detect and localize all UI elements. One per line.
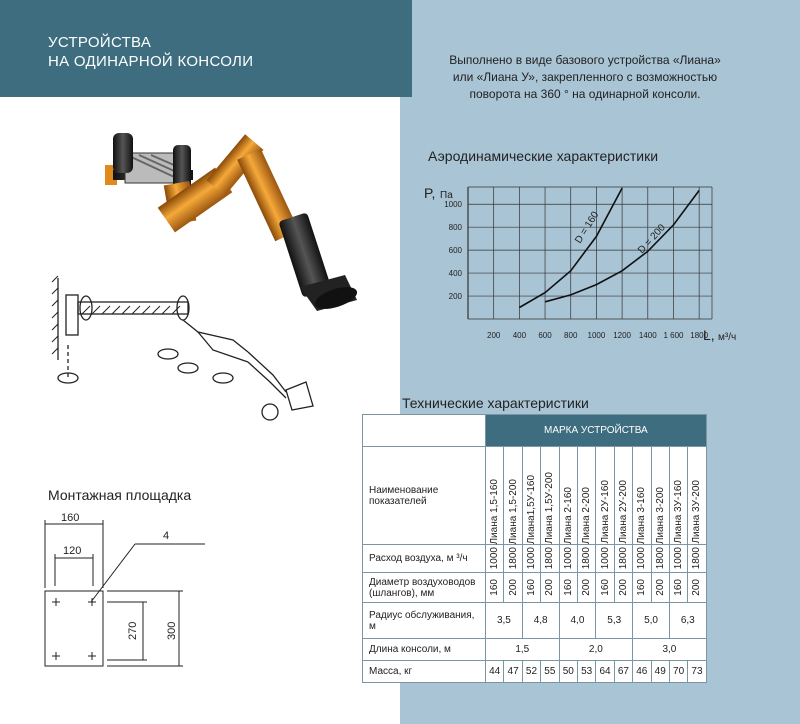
table-row: [363, 573, 707, 603]
cell-mass-6: 53: [577, 661, 595, 683]
cell-console-2: 2,0: [559, 639, 633, 661]
row-label-mass: Масса, кг: [363, 661, 486, 683]
intro-line2: или «Лиана У», закрепленного с возможностью: [452, 70, 718, 84]
cell-mass-4: 55: [541, 661, 559, 683]
y-axis-label-unit: Па: [440, 190, 453, 201]
dim-300: 300: [166, 621, 178, 640]
chart-curves: [519, 188, 699, 307]
cell-airflow-9: 1000: [636, 547, 648, 570]
cell-airflow-6: 1800: [581, 547, 593, 570]
table-row: [363, 447, 707, 545]
cell-airflow-10: 1800: [654, 547, 666, 570]
intro-line3: поворота на 360 ° на одинарной консоли.: [469, 87, 701, 101]
model-5: Лиана 2-160: [562, 486, 574, 544]
cell-diameter-7: 160: [599, 579, 611, 596]
x-tick-label: 1800: [690, 331, 709, 340]
intro-line1: Выполнено в виде базового устройства «Лиана»: [449, 53, 721, 67]
cell-diameter-4: 200: [544, 579, 556, 596]
cell-airflow-8: 1800: [617, 547, 629, 570]
x-tick-label: 800: [564, 331, 578, 340]
callout-4: 4: [163, 530, 170, 542]
row-label-console: Длина консоли, м: [363, 639, 486, 661]
row-label-diameter: Диаметр воздуховодов (шлангов), мм: [363, 573, 486, 603]
x-axis-label-unit: м³/ч: [718, 332, 737, 343]
aero-heading: Аэродинамические характеристики: [428, 148, 659, 164]
model-8: Лиана 2У-200: [617, 480, 629, 544]
page-title-line2: НА ОДИНАРНОЙ КОНСОЛИ: [48, 53, 254, 70]
x-tick-label: 1200: [613, 331, 632, 340]
x-tick-label: 400: [512, 331, 527, 340]
row-label-radius: Радиус обслуживания, м: [363, 603, 486, 639]
cell-diameter-6: 200: [581, 579, 593, 596]
x-tick-label: 1400: [638, 331, 657, 340]
model-4: Лиана 1,5У-200: [544, 472, 556, 544]
cell-radius-1: 3,5: [486, 603, 523, 639]
cell-radius-4: 5,3: [596, 603, 633, 639]
cell-radius-2: 4,8: [522, 603, 559, 639]
model-10: Лиана 3-200: [654, 486, 666, 544]
y-tick-labels: [444, 200, 462, 301]
y-tick-label: 400: [448, 269, 462, 279]
cell-mass-1: 44: [486, 661, 504, 683]
cell-airflow-12: 1800: [691, 547, 703, 570]
cell-mass-2: 47: [504, 661, 522, 683]
dim-270: 270: [127, 621, 139, 640]
x-axis-label-main: L,: [703, 327, 715, 343]
brand-header: МАРКА УСТРОЙСТВА: [486, 415, 707, 447]
table-row: [363, 639, 707, 661]
cell-mass-7: 64: [596, 661, 614, 683]
y-tick-label: 200: [448, 292, 462, 302]
cell-mass-8: 67: [614, 661, 632, 683]
cell-diameter-11: 160: [673, 579, 685, 596]
param-header: Наименование показателей: [363, 447, 486, 545]
cell-airflow-7: 1000: [599, 547, 611, 570]
dim-120: 120: [63, 545, 82, 557]
cell-mass-10: 49: [651, 661, 669, 683]
cell-mass-3: 52: [522, 661, 540, 683]
cell-radius-6: 6,3: [669, 603, 706, 639]
cell-diameter-2: 200: [507, 579, 519, 596]
page-title-line1: УСТРОЙСТВА: [48, 34, 152, 51]
tech-heading: Технические характеристики: [402, 395, 589, 411]
cell-console-1: 1,5: [486, 639, 560, 661]
title-bar: [0, 0, 412, 97]
cell-diameter-3: 160: [525, 579, 537, 596]
intro-text: [430, 52, 750, 103]
x-tick-label: 600: [538, 331, 552, 340]
cell-diameter-1: 160: [489, 579, 501, 596]
cell-radius-5: 5,0: [633, 603, 670, 639]
cell-radius-3: 4,0: [559, 603, 596, 639]
dim-160: 160: [61, 512, 80, 524]
chart-grid: [468, 187, 712, 319]
row-label-airflow: Расход воздуха, м ³/ч: [363, 545, 486, 573]
spec-table: [362, 414, 707, 683]
curve-label-d160: D = 160: [573, 209, 602, 246]
cell-console-3: 3,0: [633, 639, 707, 661]
model-3: Лиана1,5У-160: [525, 474, 537, 544]
model-11: Лиана 3У-160: [673, 480, 685, 544]
table-row: [363, 545, 707, 573]
x-tick-label: 1000: [587, 331, 606, 340]
y-tick-label: 1000: [444, 200, 462, 210]
cell-diameter-10: 200: [654, 579, 666, 596]
cell-diameter-5: 160: [562, 579, 574, 596]
cell-diameter-9: 160: [636, 579, 648, 596]
model-6: Лиана 2-200: [581, 486, 593, 544]
y-tick-label: 800: [448, 223, 462, 233]
curve-label-d200: D = 200: [636, 222, 668, 257]
x-tick-label: 1 600: [663, 331, 684, 340]
cell-diameter-12: 200: [691, 579, 703, 596]
cell-airflow-11: 1000: [673, 547, 685, 570]
mount-heading: Монтажная площадка: [48, 487, 192, 503]
cell-airflow-2: 1800: [507, 547, 519, 570]
cell-mass-9: 46: [633, 661, 651, 683]
schematic-drawing: [48, 270, 338, 430]
cell-mass-11: 70: [669, 661, 687, 683]
x-tick-label: 200: [487, 331, 501, 340]
table-row: [363, 603, 707, 639]
x-tick-labels: [487, 331, 709, 340]
model-9: Лиана 3-160: [636, 486, 648, 544]
cell-airflow-3: 1000: [525, 547, 537, 570]
cell-airflow-4: 1800: [544, 547, 556, 570]
cell-mass-5: 50: [559, 661, 577, 683]
cell-diameter-8: 200: [617, 579, 629, 596]
cell-airflow-1: 1000: [489, 547, 501, 570]
table-row: [363, 661, 707, 683]
mount-drawing: [35, 508, 250, 683]
model-12: Лиана 3У-200: [691, 480, 703, 544]
y-tick-label: 600: [448, 246, 462, 256]
y-axis-label-main: P,: [424, 185, 436, 201]
cell-mass-12: 73: [688, 661, 706, 683]
model-1: Лиана 1,5-160: [489, 478, 501, 544]
model-7: Лиана 2У-160: [599, 480, 611, 544]
aero-chart: [410, 172, 770, 347]
cell-airflow-5: 1000: [562, 547, 574, 570]
model-2: Лиана 1,5-200: [507, 478, 519, 544]
